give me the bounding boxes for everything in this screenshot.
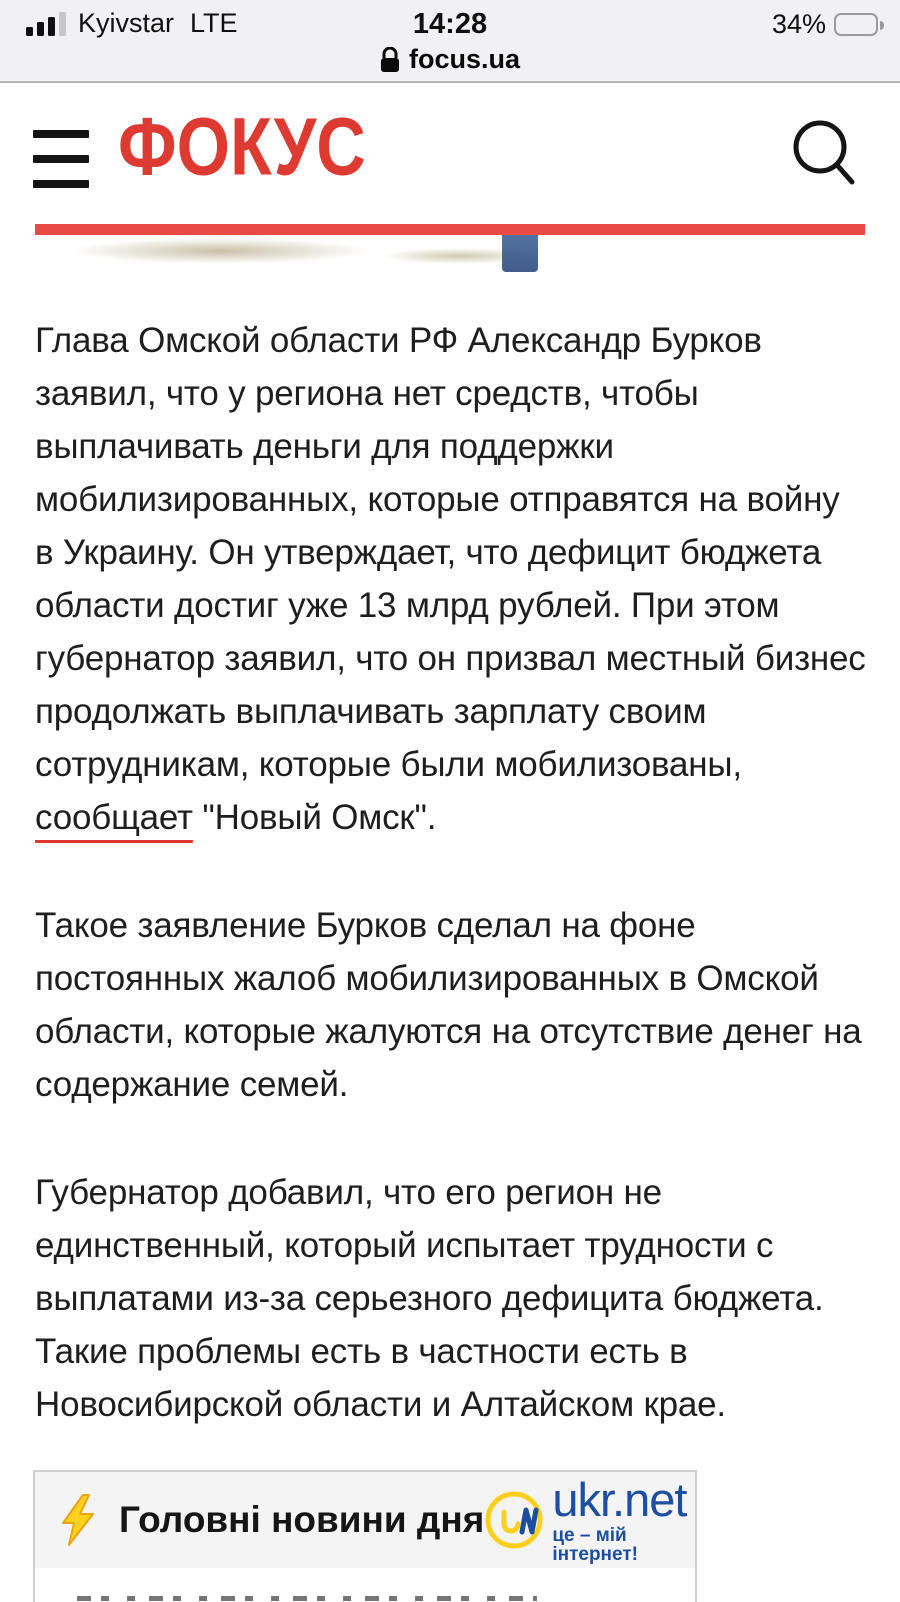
- ukrnet-wordmark: [552, 1473, 687, 1565]
- network-type-label: LTE: [190, 8, 238, 38]
- clipped-headline-top: [77, 1596, 537, 1601]
- status-bar-right: [772, 9, 878, 40]
- widget-title: Головні новини дня: [119, 1499, 485, 1540]
- paragraph-text: "Новый Омск".: [192, 798, 437, 837]
- ukrnet-name: ukr.net: [552, 1473, 687, 1526]
- red-banner-strip: [35, 224, 865, 235]
- battery-percent-label: 34%: [771, 9, 826, 39]
- article-paragraph: Губернатор добавил, что его регион не единственный, который испытает трудности с выплатами из-за серьезного дефицита бюджета. Такие проблемы есть в частности есть в Новосибирской области и Алтайском крае.: [35, 1173, 824, 1424]
- hamburger-icon: [33, 130, 89, 138]
- url-label: focus.ua: [408, 44, 521, 74]
- article-paragraph: Такое заявление Бурков сделал на фоне постоянных жалоб мобилизированных в Омской области, которые жалуются на отсутствие денег на содержание семей.: [35, 906, 862, 1104]
- menu-button[interactable]: [33, 130, 89, 190]
- site-header: [0, 85, 900, 222]
- ukrnet-logo-link[interactable]: [484, 1473, 687, 1565]
- battery-icon: [834, 13, 878, 36]
- widget-body: [35, 1568, 695, 1602]
- clock-label: 14:28: [412, 8, 488, 40]
- status-bar-top-row: [0, 8, 900, 40]
- source-link[interactable]: сообщает: [35, 798, 193, 837]
- article-paragraph: [35, 314, 867, 844]
- paragraph-text: Глава Омской области РФ Александр Бурков заявил, что у региона нет средств, чтобы выплачивать деньги для поддержки мобилизированных, которые отправятся на войну в Украину. Он утверждает, что дефицит бюджета области достиг уже 13 млрд рублей. При этом губернатор заявил, что он призвал местный бизнес продолжать выплачивать зарплату своим сотрудникам, которые были мобилизованы,: [35, 321, 866, 784]
- widget-header: [35, 1472, 695, 1568]
- ukrnet-circle-icon: [484, 1488, 548, 1552]
- site-logo[interactable]: ФОКУС: [118, 99, 366, 193]
- lock-icon: [380, 47, 400, 73]
- search-icon: [788, 180, 860, 197]
- lightning-icon: [59, 1494, 97, 1546]
- hero-photo-detail: [70, 238, 370, 264]
- status-bar: [0, 0, 900, 83]
- ukrnet-tagline: це – мій інтернет!: [552, 1525, 638, 1565]
- search-button[interactable]: [788, 117, 860, 193]
- carrier-label: Kyivstar: [78, 8, 175, 38]
- article-body: [35, 314, 867, 1486]
- article-hero-image: [0, 222, 900, 272]
- address-bar[interactable]: [0, 44, 900, 75]
- top-news-widget: [33, 1470, 697, 1602]
